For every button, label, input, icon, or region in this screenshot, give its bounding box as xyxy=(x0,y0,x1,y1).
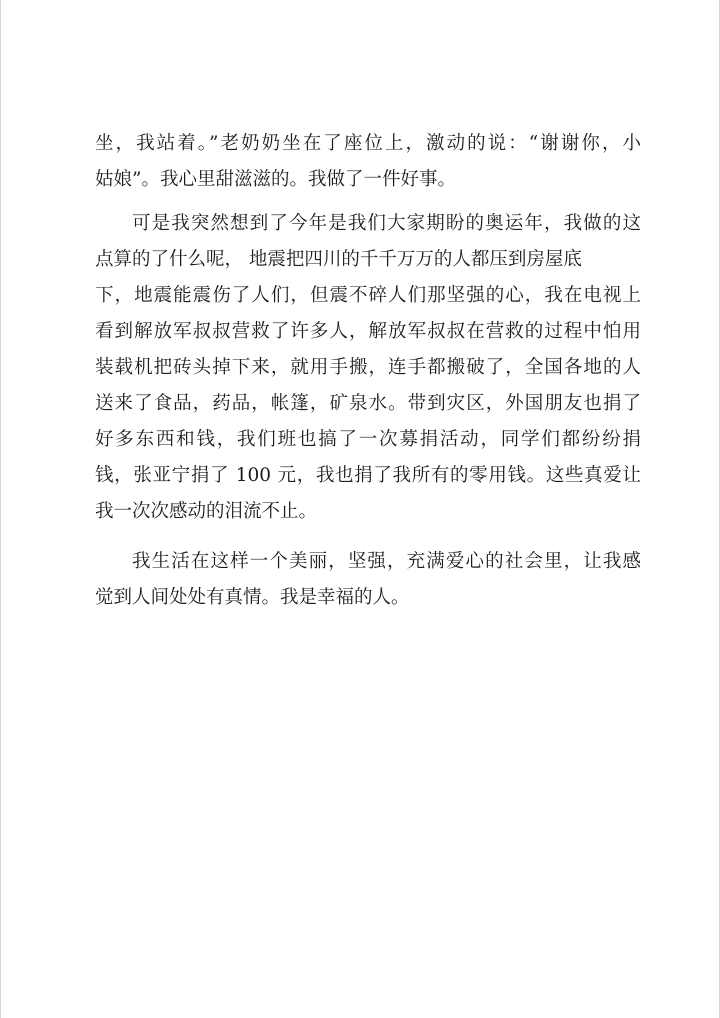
text-line-12: 我生活在这样一个美丽，坚强，充满爱心的社会里，让我感 xyxy=(132,551,641,572)
text-line-1: 坐，我站着。”老奶奶坐在了座位上，激动的说：“谢谢你，小 xyxy=(95,133,641,154)
text-line-7: 装载机把砖头掉下来，就用手搬，连手都搬破了，全国各地的人 xyxy=(95,357,641,378)
text-line-2: 姑娘”。我心里甜滋滋的。我做了一件好事。 xyxy=(95,169,456,190)
text-line-5: 下，地震能震伤了人们，但震不碎人们那坚强的心，我在电视上 xyxy=(95,285,641,306)
text-line-8: 送来了食品，药品，帐篷，矿泉水。带到灾区，外国朋友也捐了 xyxy=(95,393,641,414)
text-line-13: 觉到人间处处有真情。我是幸福的人。 xyxy=(95,587,410,608)
text-line-9: 好多东西和钱，我们班也搞了一次募捐活动，同学们都纷纷捐 xyxy=(95,429,641,450)
text-line-11: 我一次次感动的泪流不止。 xyxy=(95,501,318,522)
text-line-6: 看到解放军叔叔营救了许多人，解放军叔叔在营救的过程中怕用 xyxy=(95,321,641,342)
text-line-4: 点算的了什么呢， 地震把四川的千千万万的人都压到房屋底 xyxy=(95,249,582,270)
text-line-3: 可是我突然想到了今年是我们大家期盼的奥运年，我做的这 xyxy=(132,213,641,234)
text-line-10: 钱，张亚宁捐了 100 元，我也捐了我所有的零用钱。这些真爱让 xyxy=(95,465,641,486)
